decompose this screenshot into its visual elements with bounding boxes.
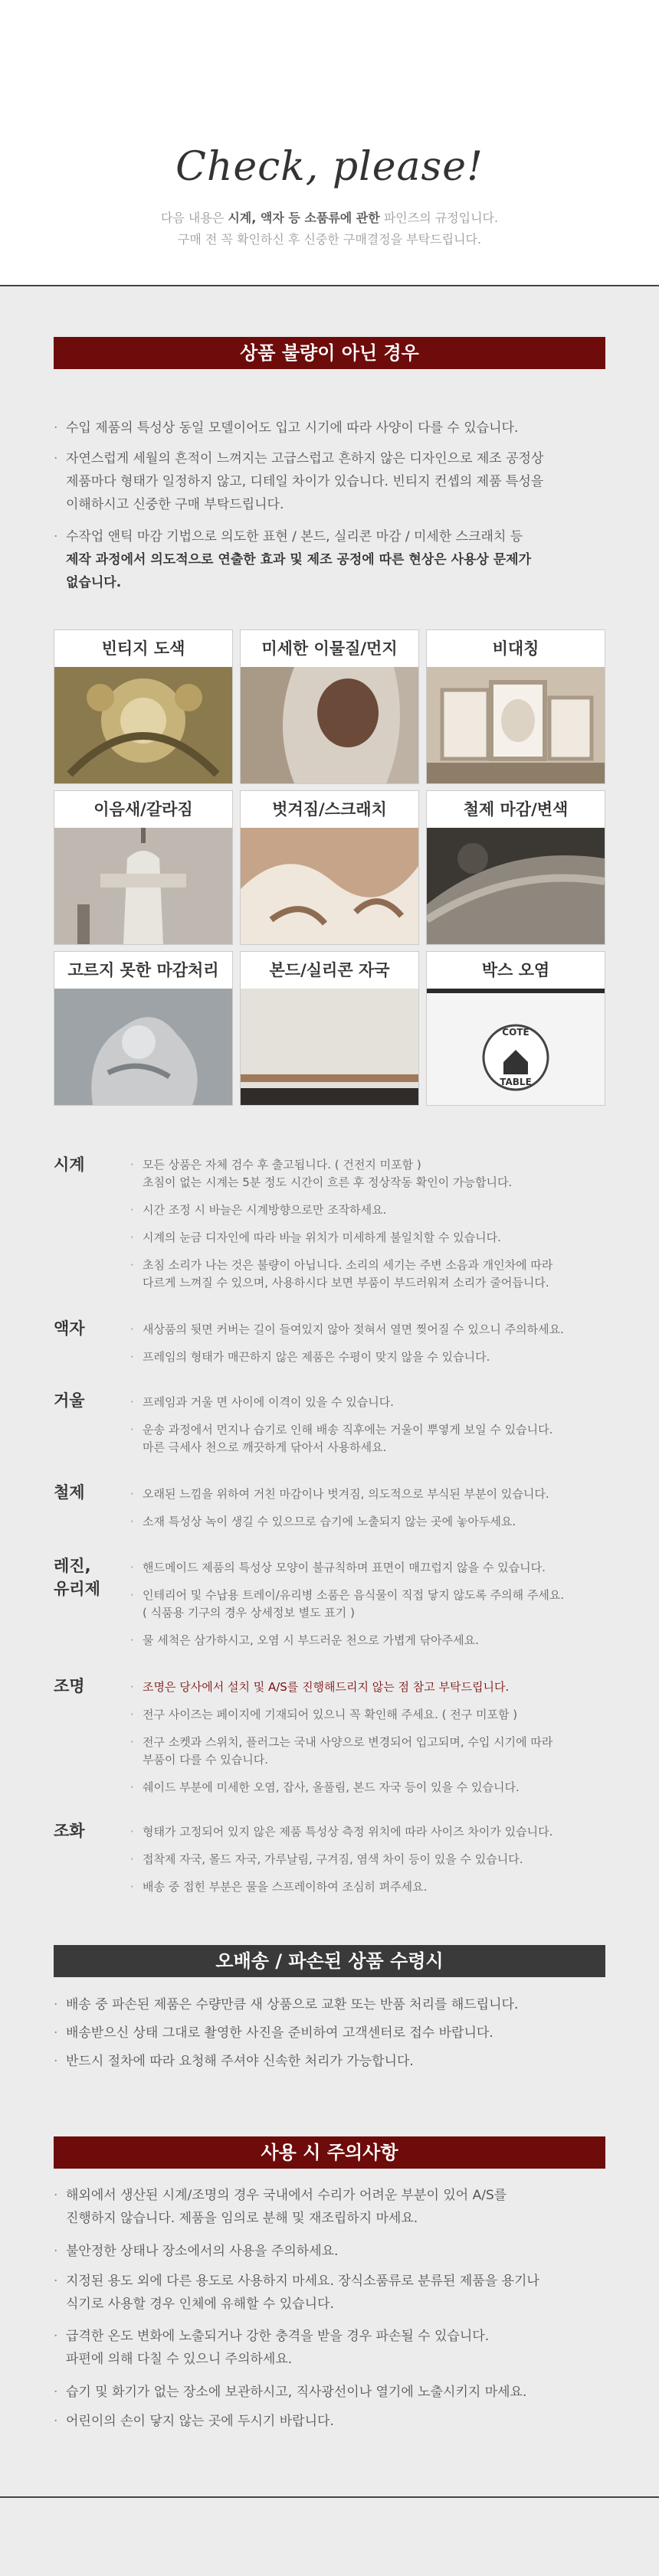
tile-bond-mark bbox=[240, 951, 419, 1106]
tile-label: 고르지 못한 마감처리 bbox=[54, 952, 232, 989]
category-item: · 핸드메이드 제품의 특성상 모양이 불규칙하며 표면이 매끄럽지 않을 수 있습니다. bbox=[130, 1559, 621, 1577]
category-item: · 소재 특성상 녹이 생길 수 있으므로 습기에 노출되지 않는 곳에 놓아두세요. bbox=[130, 1513, 621, 1531]
tile-box-stain bbox=[426, 951, 605, 1106]
notice-bullet: · 습기 및 화기가 없는 장소에 보관하시고, 직사광선이나 열기에 노출시키지 마세요. bbox=[54, 2381, 605, 2404]
notice-text: · 자연스럽게 세월의 흔적이 느껴지는 고급스럽고 흔하지 않은 디자인으로 제조 공정상 bbox=[66, 451, 544, 466]
category-item: · 프레임과 거울 면 사이에 이격이 있을 수 있습니다. bbox=[130, 1394, 621, 1411]
category-item: · 접착제 자국, 몰드 자국, 가루날림, 구겨짐, 염색 차이 등이 있을 수 있습니다. bbox=[130, 1851, 621, 1868]
header-note-pre: 다음 내용은 bbox=[160, 211, 228, 225]
notice-text: · 수작업 앤틱 마감 기법으로 의도한 표현 / 본드, 실리콘 마감 / 미세한 스크래치 등 bbox=[66, 529, 523, 544]
notice-text: 제품마다 형태가 일정하지 않고, 디테일 차이가 있습니다. 빈티지 컨셉의 제품 특성을 bbox=[66, 474, 544, 489]
category-item: · 프레임의 형태가 매끈하지 않은 제품은 수평이 맞지 않을 수 있습니다. bbox=[130, 1348, 621, 1366]
box-stamp-top: COTE bbox=[502, 1027, 529, 1038]
notice-bullet bbox=[54, 447, 605, 516]
header-note-post: 파인즈의 규정입니다. bbox=[379, 211, 499, 225]
category-label-resin: 레진, 유리제 bbox=[54, 1557, 100, 1598]
category-item: · 새상품의 뒷면 커버는 길이 들여있지 않아 젖혀서 열면 찢어질 수 있으니 주의하세요. bbox=[130, 1321, 621, 1339]
notice-text-bold: 없습니다. bbox=[66, 575, 122, 590]
notice-bullet: · 해외에서 생산된 시계/조명의 경우 국내에서 수리가 어려운 부분이 있어 A/S를 진행하지 않습니다. 제품을 임의로 분해 및 재조립하지 마세요. bbox=[54, 2184, 605, 2230]
tile-label: 빈티지 도색 bbox=[54, 630, 232, 668]
tile-scratch bbox=[240, 790, 419, 945]
notice-bullet: · 배송받으신 상태 그대로 촬영한 사진을 준비하여 고객센터로 접수 바랍니다. bbox=[54, 2022, 605, 2045]
notice-text: 이해하시고 신중한 구매 부탁드립니다. bbox=[66, 497, 284, 512]
category-item: · 시계의 눈금 디자인에 따라 바늘 위치가 미세하게 불일치할 수 있습니다. bbox=[130, 1229, 621, 1247]
category-label-frame: 액자 bbox=[54, 1319, 85, 1338]
uneven-finish-photo-icon bbox=[54, 989, 232, 1105]
tile-uneven-finish bbox=[54, 951, 233, 1106]
category-item: · 오래된 느낌을 위하여 거친 마감이나 벗겨짐, 의도적으로 부식된 부분이 있습니다. bbox=[130, 1486, 621, 1503]
tile-label: 이음새/갈라짐 bbox=[54, 791, 232, 829]
tile-seam bbox=[54, 790, 233, 945]
box-stamp-bottom: TABLE bbox=[500, 1077, 532, 1087]
header-area bbox=[0, 0, 659, 286]
tile-label: 철제 마감/변색 bbox=[427, 791, 605, 829]
category-item: · 모든 상품은 자체 검수 후 출고됩니다. ( 건전지 미포함 ) 초침이 없는 시계는 5분 정도 시간이 흐른 후 정상작동 확인이 가능합니다. bbox=[130, 1156, 621, 1192]
dust-photo-icon bbox=[241, 667, 418, 783]
category-item: · 인테리어 및 수납용 트레이/유리병 소품은 음식물이 직접 닿지 않도록 주의해 주세요. ( 식품용 기구의 경우 상세정보 별도 표기 ) bbox=[130, 1587, 621, 1622]
scratch-photo-icon bbox=[241, 828, 418, 944]
header-note-line2: 구매 전 꼭 확인하신 후 신중한 구매결정을 부탁드립니다. bbox=[177, 232, 482, 247]
tile-dust bbox=[240, 629, 419, 784]
box-stain-photo-icon bbox=[427, 989, 605, 1105]
notice-bullet: · 불안정한 상태나 장소에서의 사용을 주의하세요. bbox=[54, 2240, 605, 2263]
bottom-divider bbox=[0, 2496, 659, 2498]
tile-label: 본드/실리콘 자국 bbox=[241, 952, 418, 989]
page-title: Check, please! bbox=[175, 144, 484, 190]
category-item-important: · 조명은 당사에서 설치 및 A/S를 진행해드리지 않는 점 참고 부탁드립니다. bbox=[130, 1679, 621, 1696]
notice-bullet: · 지정된 용도 외에 다른 용도로 사용하지 마세요. 장식소품류로 분류된 제품을 용기나 식기로 사용할 경우 인체에 유해할 수 있습니다. bbox=[54, 2270, 605, 2316]
category-item: · 전구 사이즈는 페이지에 기재되어 있으니 꼭 확인해 주세요. ( 전구 미포함 ) bbox=[130, 1706, 621, 1724]
tile-vintage-paint bbox=[54, 629, 233, 784]
category-item: · 배송 중 접힌 부분은 물을 스프레이하여 조심히 펴주세요. bbox=[130, 1878, 621, 1896]
category-label-mirror: 거울 bbox=[54, 1391, 85, 1410]
category-item: · 시간 조정 시 바늘은 시계방향으로만 조작하세요. bbox=[130, 1201, 621, 1219]
category-label-iron: 철제 bbox=[54, 1483, 85, 1502]
category-item: · 운송 과정에서 먼지나 습기로 인해 배송 직후에는 거울이 뿌옇게 보일 수 있습니다. 마른 극세사 천으로 깨끗하게 닦아서 사용하세요. bbox=[130, 1421, 621, 1456]
category-item: · 물 세척은 삼가하시고, 오염 시 부드러운 천으로 가볍게 닦아주세요. bbox=[130, 1632, 621, 1649]
notice-text-bold: 제작 과정에서 의도적으로 연출한 효과 및 제조 공정에 따른 현상은 사용상 문제가 bbox=[66, 552, 532, 567]
category-item: · 초침 소리가 나는 것은 불량이 아닙니다. 소리의 세기는 주변 소음과 개인차에 따라 다르게 느껴질 수 있으며, 사용하시다 보면 부품이 부드러워져 소리가 줄어듭니다. bbox=[130, 1257, 621, 1292]
category-label-clock: 시계 bbox=[54, 1156, 85, 1174]
category-label-lighting: 조명 bbox=[54, 1677, 85, 1695]
tile-label: 비대칭 bbox=[427, 630, 605, 668]
header-note-bold: 시계, 액자 등 소품류에 관한 bbox=[228, 211, 380, 225]
section-title-not-defective: 상품 불량이 아닌 경우 bbox=[54, 337, 605, 369]
section-title-usage-caution: 사용 시 주의사항 bbox=[54, 2136, 605, 2169]
tile-label: 벗겨짐/스크래치 bbox=[241, 791, 418, 829]
tile-label: 박스 오염 bbox=[427, 952, 605, 989]
category-item: · 쉐이드 부분에 미세한 오염, 잡사, 올풀림, 본드 자국 등이 있을 수 있습니다. bbox=[130, 1779, 621, 1796]
notice-bullet: · 급격한 온도 변화에 노출되거나 강한 충격을 받을 경우 파손될 수 있습니다. 파편에 의해 다칠 수 있으니 주의하세요. bbox=[54, 2325, 605, 2371]
notice-bullet bbox=[54, 417, 605, 440]
header-note-line1 bbox=[0, 208, 659, 226]
tile-label: 미세한 이물질/먼지 bbox=[241, 630, 418, 668]
category-item: · 형태가 고정되어 있지 않은 제품 특성상 측정 위치에 따라 사이즈 차이가 있습니다. bbox=[130, 1823, 621, 1841]
tile-iron-finish bbox=[426, 790, 605, 945]
section-title-damaged-delivery: 오배송 / 파손된 상품 수령시 bbox=[54, 1945, 605, 1977]
asymmetry-photo-icon bbox=[427, 667, 605, 783]
bond-mark-photo-icon bbox=[241, 989, 418, 1105]
category-item: · 전구 소켓과 스위치, 플러그는 국내 사양으로 변경되어 입고되며, 수입 시기에 따라 부품이 다를 수 있습니다. bbox=[130, 1734, 621, 1769]
iron-finish-photo-icon bbox=[427, 828, 605, 944]
tile-asymmetry bbox=[426, 629, 605, 784]
notice-bullet: · 어린이의 손이 닿지 않는 곳에 두시기 바랍니다. bbox=[54, 2410, 605, 2433]
notice-bullet bbox=[54, 525, 605, 594]
notice-bullet: · 배송 중 파손된 제품은 수량만큼 새 상품으로 교환 또는 반품 처리를 해드립니다. bbox=[54, 1993, 605, 2016]
vintage-paint-photo-icon bbox=[54, 667, 232, 783]
seam-photo-icon bbox=[54, 828, 232, 944]
notice-text: 수입 제품의 특성상 동일 모델이어도 입고 시기에 따라 사양이 다를 수 있습니다. bbox=[66, 420, 519, 436]
category-label-artificial-flower: 조화 bbox=[54, 1822, 85, 1840]
notice-bullet: · 반드시 절차에 따라 요청해 주셔야 신속한 처리가 가능합니다. bbox=[54, 2050, 605, 2073]
